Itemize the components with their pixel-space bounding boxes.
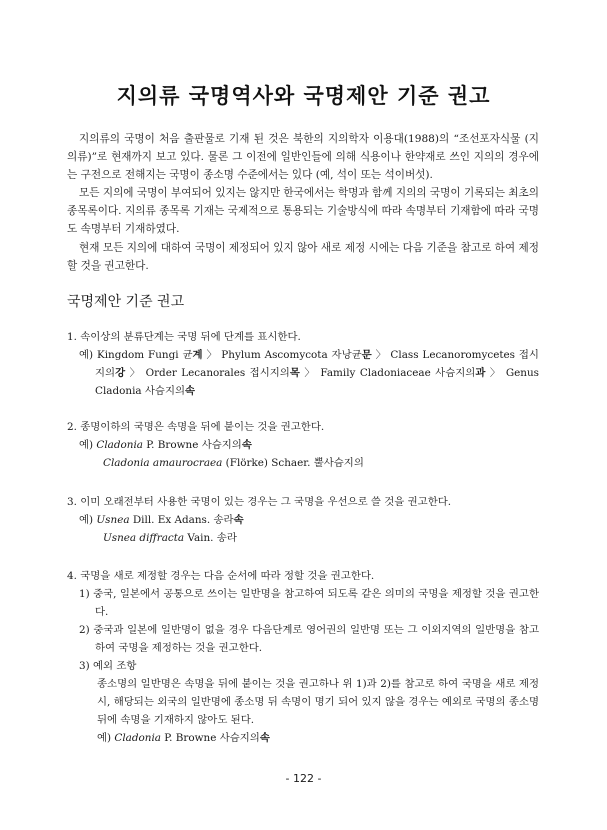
taxon-family: Family Cladoniaceae 사슴지의	[320, 367, 476, 379]
rank-suffix: 속	[233, 514, 244, 526]
rank-suffix: 문	[361, 349, 372, 361]
separator: 〉	[485, 367, 502, 379]
recommendation-item-4	[67, 567, 539, 747]
species-author: (Flörke) Schaer. 뿔사슴지의	[222, 457, 364, 469]
example-label: 예)	[79, 514, 94, 526]
genus-author: Dill. Ex Adans. 송라	[129, 514, 234, 526]
taxon-phylum: Phylum Ascomycota 자낭균	[221, 349, 362, 361]
sub-item-1: 1) 중국, 일본에서 공통으로 쓰이는 일반명을 참고하여 되도록 같은 의미의 국명을 제정할 것을 권고한다.	[79, 588, 539, 618]
intro-paragraph: 모든 지의에 국명이 부여되어 있지는 않지만 한국에서는 학명과 함께 지의의 국명이 기록되는 최초의 종목록이다. 지의류 종목록 기재는 국제적으로 통용되는 기술방식에 따라 속명부터 기재함에 따라 국명도 속명부터 기재하였다.	[67, 187, 539, 236]
rank-suffix: 과	[475, 367, 486, 379]
sub-item-3-body: 종소명의 일반명은 속명을 뒤에 붙이는 것을 권고하나 위 1)과 2)를 참고로 하여 국명을 새로 제정 시, 해당되는 외국의 일반명에 종소명 뒤 속명이 명기 되어 있지 않을 경우는 예외로 국명의 종소명 뒤에 속명을 기재하지 않아도 된다.	[97, 678, 539, 726]
recommendation-item-2	[67, 418, 539, 472]
species-author: Vain. 송라	[184, 532, 237, 544]
example-line	[67, 436, 539, 454]
taxon-kingdom: Kingdom Fungi 균	[96, 349, 193, 361]
genus-name: Usnea	[96, 514, 130, 526]
genus-author: P. Browne 사슴지의	[161, 732, 260, 744]
separator: 〉	[202, 349, 218, 361]
rank-suffix: 속	[185, 385, 196, 397]
item-heading: 1. 속이상의 분류단계는 국명 뒤에 단계를 표시한다.	[67, 331, 301, 343]
taxon-order: Order Lecanorales 접시지의	[145, 367, 290, 379]
species-name: Cladonia amaurocraea	[103, 457, 223, 469]
genus-name: Cladonia	[96, 439, 143, 451]
recommendation-item-3	[67, 493, 539, 547]
example-line	[67, 346, 539, 400]
item-heading: 2. 종명이하의 국명은 속명을 뒤에 붙이는 것을 권고한다.	[67, 421, 325, 433]
rank-suffix: 속	[259, 732, 270, 744]
rank-suffix: 계	[192, 349, 203, 361]
taxon-class: Class Lecanoromycetes 접시지의	[95, 349, 539, 379]
intro-paragraph: 현재 모든 지의에 대하여 국명이 제정되어 있지 않아 새로 제정 시에는 다음 기준을 참고로 하여 제정할 것을 권고한다.	[67, 241, 539, 272]
example-line	[67, 729, 539, 747]
taxon-genus: Genus Cladonia 사슴지의	[95, 367, 539, 397]
separator: 〉	[125, 367, 142, 379]
rank-suffix: 목	[289, 367, 300, 379]
genus-author: P. Browne 사슴지의	[143, 439, 242, 451]
page-title: 지의류 국명역사와 국명제안 기준 권고	[116, 84, 491, 108]
genus-name: Cladonia	[114, 732, 161, 744]
example-line	[67, 454, 539, 472]
page-number: - 122 -	[285, 772, 322, 785]
recommendation-item-1	[67, 328, 539, 400]
example-label: 예)	[79, 439, 94, 451]
example-label: 예)	[97, 732, 112, 744]
intro-paragraph: 지의류의 국명이 처음 출판물로 기재 된 것은 북한의 지의학자 이용대(1988)의 “조선포자식물 (지의류)”로 현재까지 보고 있다. 물론 그 이전에 일반인들에 의해 식용이나 한약재로 쓰인 지의의 경우에는 구전으로 전해지는 국명이 종소명 수준에서는 있다 (예, 석이 또는 석이버섯).	[67, 133, 539, 182]
section-heading: 국명제안 기준 권고	[67, 294, 185, 310]
sub-item-3-heading: 3) 예외 조항	[79, 660, 137, 672]
separator: 〉	[371, 349, 387, 361]
item-heading: 3. 이미 오래전부터 사용한 국명이 있는 경우는 그 국명을 우선으로 쓸 것을 권고한다.	[67, 496, 452, 508]
rank-suffix: 강	[115, 367, 126, 379]
separator: 〉	[299, 367, 316, 379]
intro-text	[67, 130, 539, 275]
species-name: Usnea diffracta	[103, 532, 185, 544]
sub-item-2: 2) 중국과 일본에 일반명이 없을 경우 다음단계로 영어권의 일반명 또는 그 이외지역의 일반명을 참고하여 국명을 제정하는 것을 권고한다.	[79, 624, 539, 654]
example-line	[67, 511, 539, 529]
item-heading: 4. 국명을 새로 제정할 경우는 다음 순서에 따라 정할 것을 권고한다.	[67, 570, 375, 582]
example-line	[67, 529, 539, 547]
rank-suffix: 속	[241, 439, 252, 451]
example-label: 예)	[79, 349, 94, 361]
